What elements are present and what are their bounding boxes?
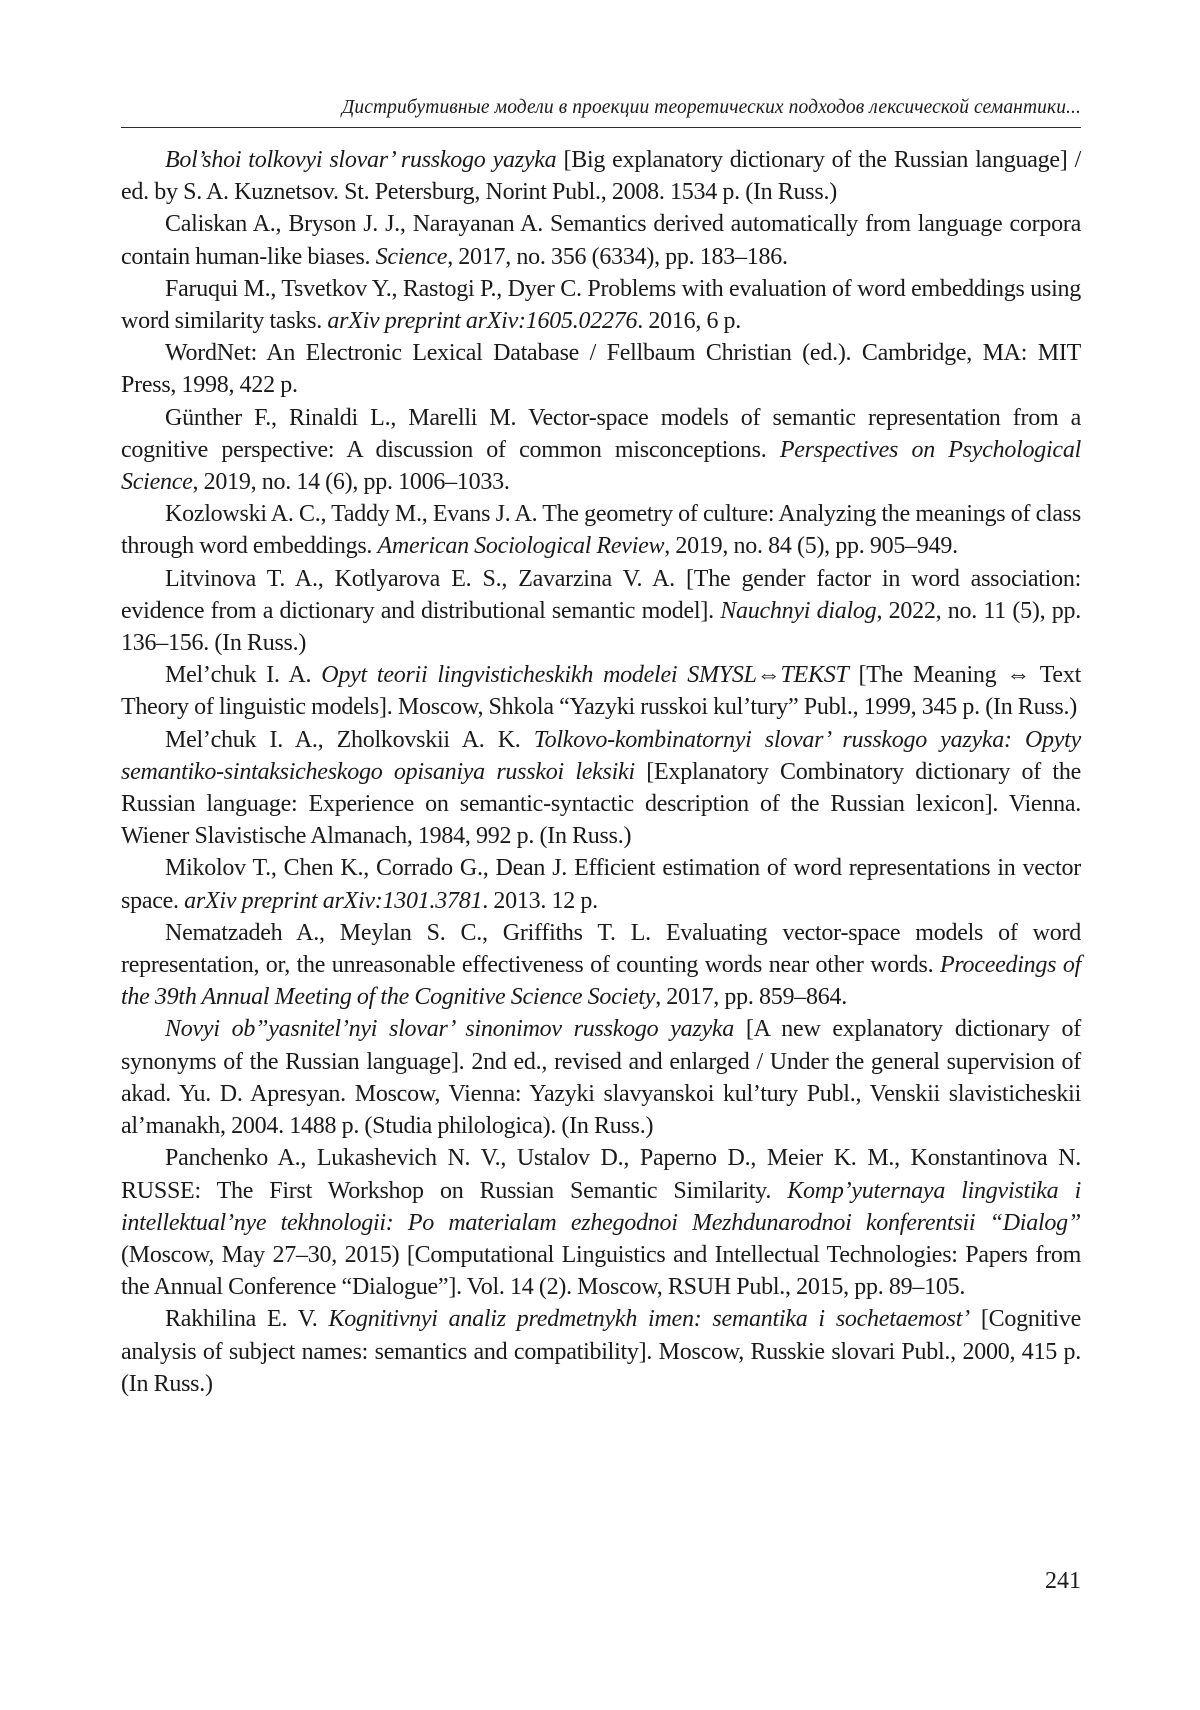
reference-text: , 2019, no. 84 (5), pp. 905–949. — [664, 533, 958, 560]
reference-title-italic: Science — [375, 243, 448, 270]
reference-entry — [121, 402, 1081, 499]
reference-title-italic: arXiv preprint arXiv:1605.02276 — [327, 308, 638, 335]
reference-text: Faruqui M., Tsvetkov Y., Rastogi P., Dyer C. Problems with evaluation of word embeddings using word similarity tasks. — [121, 275, 1081, 335]
page-content — [121, 96, 1081, 1400]
reference-text: , 2017, no. 356 (6334), pp. 183–186. — [447, 243, 788, 270]
reference-text: [The Meaning ⇔ Text Theory of linguistic models]. Moscow, Shkola “Yazyki russkoi kul’tury” Publ., 1999, 345 p. (In Russ.) — [121, 662, 1082, 721]
reference-text: Günther F., Rinaldi L., Marelli M. Vector-space models of semantic representation from a cognitive perspective: A discussion of common misconceptions. — [121, 404, 1081, 463]
reference-text: . 2016, 6 p. — [637, 308, 742, 335]
reference-text: WordNet: An Electronic Lexical Database / Fellbaum Christian (ed.). Cambridge, MA: MIT Press, 1998, 422 p. — [121, 340, 1081, 399]
reference-text: Mel’chuk I. A. — [165, 662, 322, 689]
reference-title-italic: Proceedings of the 39th Annual Meeting of the Cognitive Science Society — [121, 952, 1082, 1011]
running-head: Дистрибутивные модели в проекции теоретических подходов лексической семантики... — [121, 96, 1081, 128]
page-number: 241 — [1045, 1568, 1081, 1594]
reference-text: Nematzadeh A., Meylan S. C., Griffiths T. L. Evaluating vector-space models of word representation, or, the unreasonable effectiveness of counting words near other words. — [121, 919, 1081, 979]
reference-text: . 2013. 12 p. — [482, 887, 598, 914]
reference-entry — [121, 724, 1081, 853]
reference-text: , 2017, pp. 859–864. — [655, 984, 848, 1011]
reference-entry — [121, 563, 1081, 660]
reference-title-italic: arXiv preprint arXiv:1301.3781 — [184, 887, 483, 914]
reference-title-italic: Perspectives on Psychological Science — [121, 436, 1081, 496]
reference-text: [Cognitive analysis of subject names: semantics and compatibility]. Moscow, Russkie slovari Publ., 2000, 415 p. (In Russ.) — [121, 1306, 1081, 1397]
reference-title-italic: Nauchnyi dialog — [720, 597, 877, 624]
reference-entry — [121, 337, 1081, 401]
reference-text: , 2022, no. 11 (5), pp. 136–156. (In Russ.) — [121, 597, 1081, 657]
reference-title-italic: Komp’yuternaya lingvistika i intellektual’nye tekhnologii: Po materialam ezhegodnoi Mezhdunarodnoi konferentsii “Dialog” — [121, 1177, 1081, 1236]
reference-text: Litvinova T. A., Kotlyarova E. S., Zavarzina V. A. [The gender factor in word association: evidence from a dictionary and distributional semantic model]. — [121, 565, 1081, 624]
reference-text: [A new explanatory dictionary of synonyms of the Russian language]. 2nd ed., revised and enlarged / Under the general supervision of akad. Yu. D. Apresyan. Moscow, Vienna: Yazyki slavyanskoi kul’tury Publ., Venskii slavisticheskii al’manakh, 2004. 1488 p. (Studia philologica). (In Russ.) — [121, 1016, 1081, 1140]
reference-entry — [121, 852, 1081, 916]
reference-title-italic: Novyi ob”yasnitel’nyi slovar’ sinonimov russkogo yazyka — [165, 1016, 735, 1043]
reference-text: Caliskan A., Bryson J. J., Narayanan A. Semantics derived automatically from language corpora contain human-like biases. — [121, 211, 1081, 270]
reference-text: Panchenko A., Lukashevich N. V., Ustalov D., Paperno D., Meier K. M., Konstantinova N. RUSSE: The First Workshop on Russian Semantic Similarity. — [121, 1145, 1081, 1204]
reference-entry — [121, 1142, 1081, 1303]
reference-entry — [121, 659, 1081, 723]
reference-text: [Explanatory Combinatory dictionary of the Russian language: Experience on semantic-syntactic description of the Russian lexicon]. Vienna. Wiener Slavistische Almanach, 1984, 992 p. (In Russ.) — [121, 758, 1081, 850]
reference-entry — [121, 1013, 1081, 1142]
reference-text: Mel’chuk I. A., Zholkovskii A. K. — [165, 726, 534, 753]
reference-list — [121, 144, 1081, 1400]
reference-text: (Moscow, May 27–30, 2015) [Computational Linguistics and Intellectual Technologies: Papers from the Annual Conference “Dialogue”]. Vol. 14 (2). Moscow, RSUH Publ., 2015, pp. 89–105. — [121, 1241, 1081, 1301]
reference-title-italic: Opyt teorii lingvisticheskikh modelei SMYSL⇔TEKST — [321, 662, 849, 689]
reference-text: [Big explanatory dictionary of the Russian language] / ed. by S. A. Kuznetsov. St. Petersburg, Norint Publ., 2008. 1534 p. (In Russ.) — [121, 147, 1081, 206]
reference-title-italic: Kognitivnyi analiz predmetnykh imen: semantika i sochetaemost’ — [328, 1306, 970, 1333]
reference-text: Kozlowski A. C., Taddy M., Evans J. A. The geometry of culture: Analyzing the meanings of class through word embeddings. — [121, 501, 1081, 560]
reference-entry — [121, 1303, 1081, 1400]
reference-entry — [121, 917, 1081, 1014]
reference-title-italic: American Sociological Review — [377, 533, 665, 560]
reference-entry — [121, 498, 1081, 562]
reference-entry — [121, 144, 1081, 208]
reference-entry — [121, 208, 1081, 272]
reference-text: , 2019, no. 14 (6), pp. 1006–1033. — [192, 469, 510, 496]
reference-title-italic: Bol’shoi tolkovyi slovar’ russkogo yazyka — [165, 147, 557, 173]
reference-title-italic: Tolkovo-kombinatornyi slovar’ russkogo yazyka: Opyty semantiko-sintaksicheskogo opisaniya russkoi leksiki — [121, 726, 1082, 785]
reference-text: Mikolov T., Chen K., Corrado G., Dean J. Efficient estimation of word representations in vector space. — [121, 855, 1081, 914]
reference-text: Rakhilina E. V. — [165, 1306, 329, 1333]
reference-entry — [121, 273, 1081, 337]
